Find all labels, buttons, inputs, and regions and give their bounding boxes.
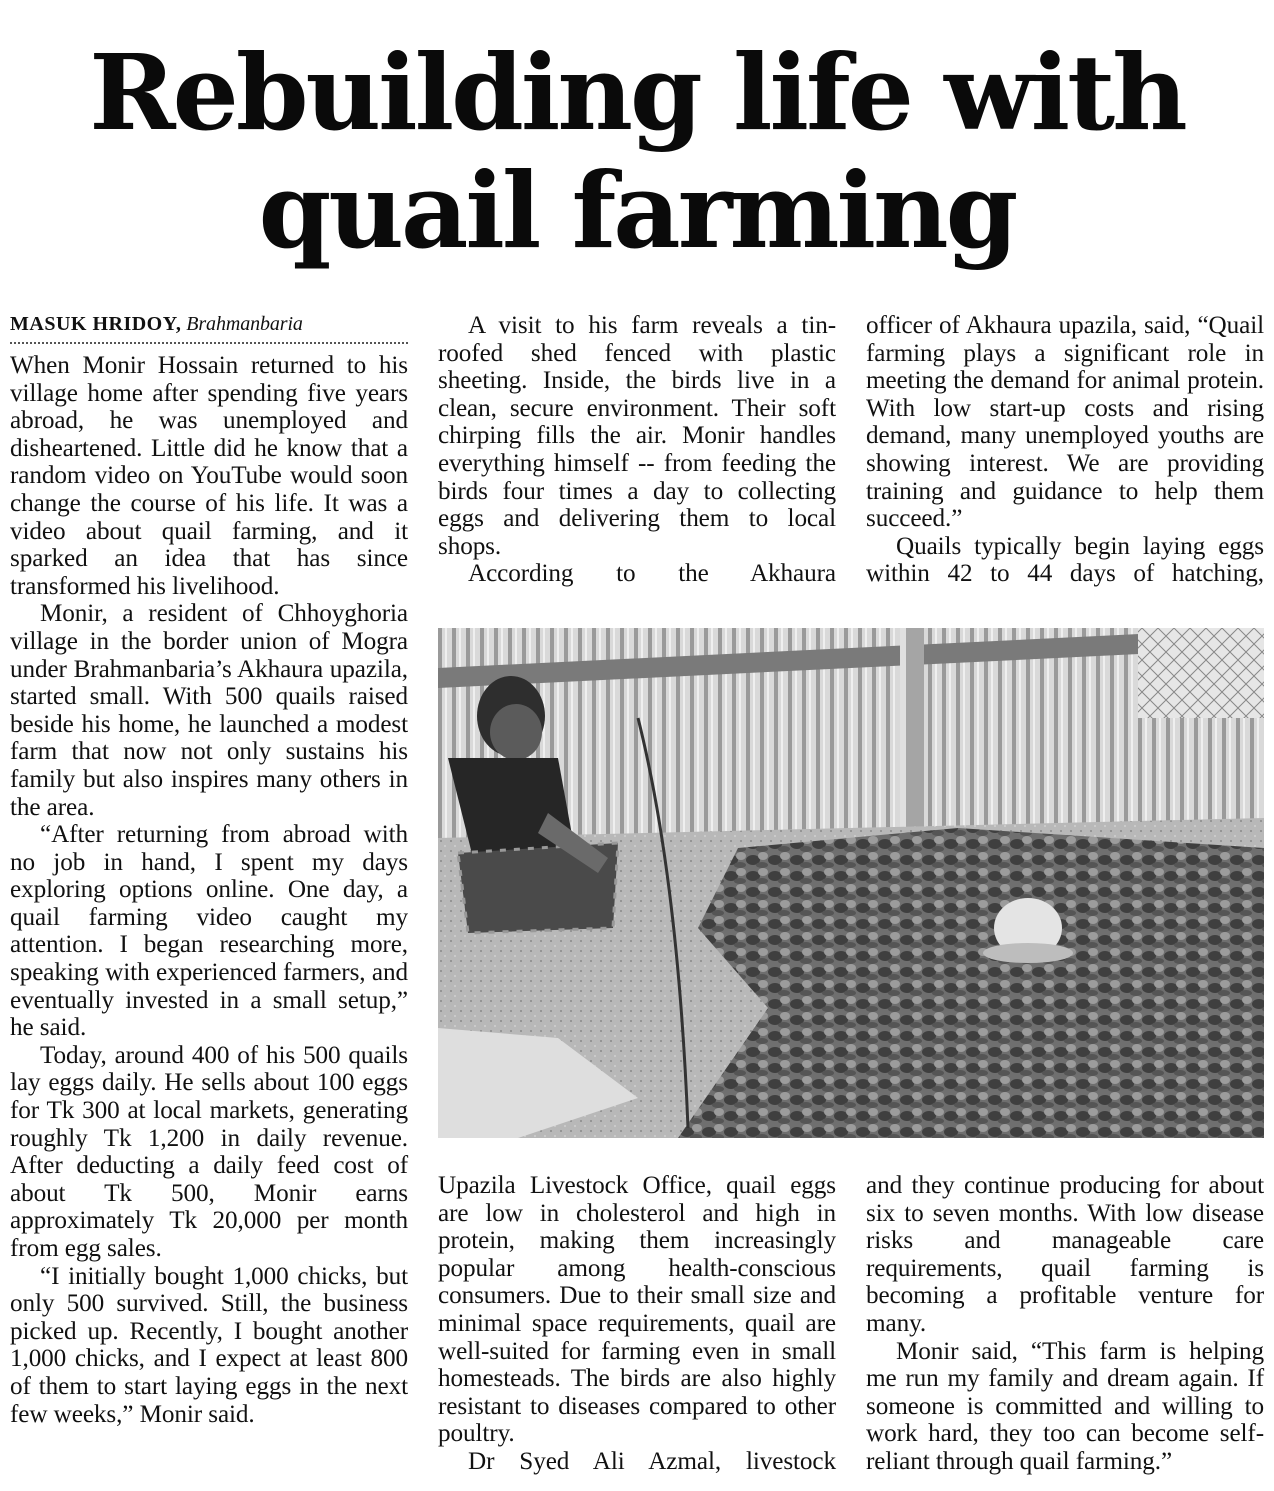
paragraph: Today, around 400 of his 500 quails lay eggs daily. He sells about 100 eggs for Tk 300 at local markets, generating roughly Tk 1,200 in daily revenue. After deducting a daily feed cost of about Tk 500, Monir earns approximately Tk 20,000 per month from egg sales. bbox=[10, 1041, 408, 1262]
farm-photo-illustration bbox=[438, 628, 1264, 1138]
headline-line-2: quail farming bbox=[258, 149, 1016, 272]
paragraph: and they continue producing for about six to seven months. With low disease risks and manageable care requirements, quail farming is becoming a profitable venture for many. bbox=[866, 1172, 1264, 1337]
column-3-top bbox=[866, 312, 1264, 588]
paragraph: Monir said, “This farm is helping me run my family and dream again. If someone is committed and willing to work hard, they too can become self-reliant through quail farming.” bbox=[866, 1337, 1264, 1475]
paragraph: officer of Akhaura upazila, said, “Quail farming plays a significant role in meeting the demand for animal protein. With low start-up costs and rising demand, many unemployed youths are showing interest. We are providing training and guidance to help them succeed.” bbox=[866, 312, 1264, 533]
paragraph: According to the Akhaura bbox=[468, 560, 836, 588]
paragraph: When Monir Hossain returned to his village home after spending five years abroad, he was unemployed and disheartened. Little did he know that a random video on YouTube would soon change the course of his life. It was a video about quail farming, and it sparked an idea that has since transformed his livelihood. bbox=[10, 352, 408, 600]
paragraph: Upazila Livestock Office, quail eggs are low in cholesterol and high in protein, making them increasingly popular among health-conscious consumers. Due to their small size and minimal space requirements, quail are well-suited for farming even in small homesteads. The birds are also highly resistant to diseases compared to other poultry. bbox=[438, 1172, 836, 1448]
column-1 bbox=[10, 312, 408, 1428]
byline bbox=[10, 312, 408, 344]
paragraph: Quails typically begin laying eggs within 42 to 44 days of hatching, bbox=[866, 532, 1264, 588]
headline-line-1: Rebuilding life with bbox=[89, 31, 1185, 154]
column-3-bottom bbox=[866, 1172, 1264, 1476]
farm-photo bbox=[438, 628, 1264, 1138]
column-2-bottom bbox=[438, 1172, 836, 1476]
paragraph: Monir, a resident of Chhoyghoria village in the border union of Mogra under Brahmanbaria’s Akhaura upazila, started small. With 500 quails raised beside his home, he launched a modest farm that now not only sustains his family but also inspires many others in the area. bbox=[10, 600, 408, 821]
paragraph: “After returning from abroad with no job in hand, I spent my days exploring options online. One day, a quail farming video caught my attention. I began researching more, speaking with experienced farmers, and eventually invested in a small setup,” he said. bbox=[10, 821, 408, 1042]
column-2-top bbox=[438, 312, 836, 588]
paragraph: A visit to his farm reveals a tin-roofed shed fenced with plastic sheeting. Inside, the birds live in a clean, secure environment. Their soft chirping fills the air. Monir handles everything himself -- from feeding the birds four times a day to collecting eggs and delivering them to local shops. bbox=[438, 312, 836, 560]
paragraph: Dr Syed Ali Azmal, livestock bbox=[468, 1447, 836, 1475]
byline-location: Brahmanbaria bbox=[186, 313, 303, 335]
byline-author: MASUK HRIDOY, bbox=[10, 313, 182, 335]
headline bbox=[0, 31, 1274, 272]
paragraph: “I initially bought 1,000 chicks, but only 500 survived. Still, the business picked up. Recently, I bought another 1,000 chicks, and I expect at least 800 of them to start laying eggs in the next few weeks,” Monir said. bbox=[10, 1262, 408, 1428]
